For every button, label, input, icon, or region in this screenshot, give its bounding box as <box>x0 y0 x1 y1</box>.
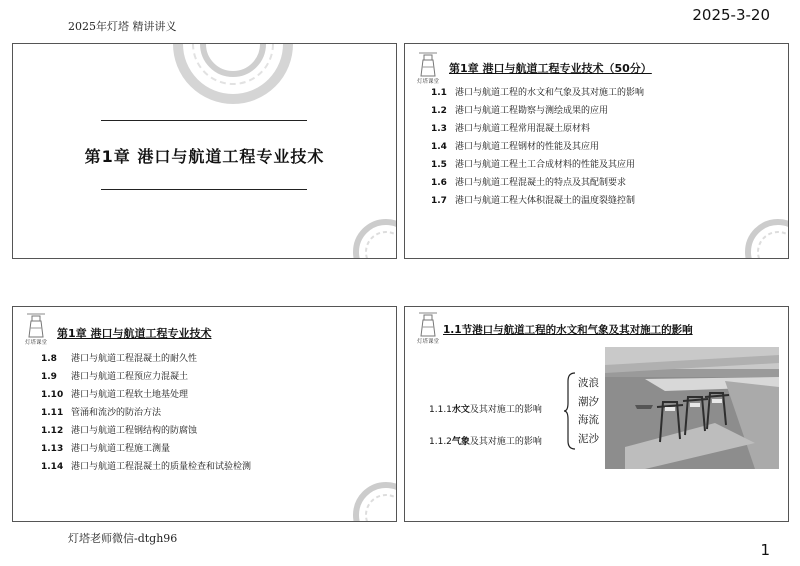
toc-text: 港口与航道工程预应力混凝土 <box>71 372 189 382</box>
lighthouse-logo <box>411 310 445 346</box>
slide-title: 第1章 港口与航道工程专业技术（50分） <box>449 62 652 75</box>
toc-number: 1.14 <box>41 462 64 472</box>
toc-item <box>431 120 644 138</box>
toc-item <box>431 156 644 174</box>
subsection-keyword: 气象 <box>451 437 470 447</box>
toc-item <box>431 138 644 156</box>
toc-number: 1.7 <box>431 196 447 206</box>
toc-list <box>431 84 644 210</box>
toc-number: 1.6 <box>431 178 447 188</box>
toc-text: 港口与航道工程软土地基处理 <box>71 390 189 400</box>
toc-text: 港口与航道工程施工测量 <box>71 444 171 454</box>
hydrology-tags <box>578 374 599 448</box>
subsection-keyword: 水文 <box>451 405 470 415</box>
slide-title: 第1章 港口与航道工程专业技术 <box>57 327 212 340</box>
footer-contact: 灯塔老师微信-dtgh96 <box>68 532 178 545</box>
tag-tides: 潮汐 <box>578 395 599 408</box>
logo-text: 灯塔课堂 <box>416 79 439 85</box>
circle-decoration-corner <box>738 212 788 258</box>
circle-decoration-top <box>163 43 293 114</box>
toc-number: 1.1 <box>431 88 447 98</box>
header-date: 2025-3-20 <box>692 6 770 24</box>
toc-item <box>41 368 251 386</box>
toc-item <box>41 404 251 422</box>
toc-text: 港口与航道工程的水文和气象及其对施工的影响 <box>455 88 645 98</box>
slide-section-1-1 <box>404 306 789 522</box>
subsection-number: 1.1.2 <box>429 437 452 447</box>
page-number: 1 <box>760 541 770 559</box>
lighthouse-logo <box>411 50 445 86</box>
toc-list <box>41 350 251 476</box>
toc-text: 港口与航道工程混凝土的特点及其配制要求 <box>455 178 627 188</box>
toc-number: 1.3 <box>431 124 447 134</box>
toc-item <box>41 386 251 404</box>
circle-decoration-corner <box>346 212 396 258</box>
header-text: 2025年灯塔 精讲讲义 <box>68 20 177 33</box>
slide-toc-part1 <box>404 43 789 259</box>
toc-number: 1.8 <box>41 354 57 364</box>
lighthouse-icon <box>411 50 445 78</box>
toc-text: 港口与航道工程常用混凝土原材料 <box>455 124 591 134</box>
toc-text: 港口与航道工程土工合成材料的性能及其应用 <box>455 160 636 170</box>
toc-text: 港口与航道工程大体积混凝土的温度裂缝控制 <box>455 196 636 206</box>
toc-number: 1.9 <box>41 372 57 382</box>
tag-sediment: 泥沙 <box>578 432 599 445</box>
toc-item <box>431 102 644 120</box>
toc-number: 1.13 <box>41 444 64 454</box>
toc-text: 港口与航道工程钢材的性能及其应用 <box>455 142 600 152</box>
lighthouse-logo <box>19 311 53 347</box>
lighthouse-icon <box>411 310 445 338</box>
toc-item <box>431 174 644 192</box>
slide-title: 1.1节港口与航道工程的水文和气象及其对施工的影响 <box>443 324 693 336</box>
toc-text: 港口与航道工程混凝土的耐久性 <box>71 354 198 364</box>
toc-text: 港口与航道工程混凝土的质量检查和试验检测 <box>71 462 252 472</box>
slide-toc-part2 <box>12 306 397 522</box>
tag-currents: 海流 <box>578 414 599 426</box>
slide-chapter-cover <box>12 43 397 259</box>
logo-text: 灯塔课堂 <box>24 340 47 346</box>
title-rule-top <box>101 120 307 121</box>
toc-text: 管涌和流沙的防治方法 <box>71 408 162 418</box>
toc-item <box>41 440 251 458</box>
logo-text: 灯塔课堂 <box>416 339 439 345</box>
subsection-1-1-2 <box>429 434 542 447</box>
subsection-text: 及其对施工的影响 <box>469 405 542 415</box>
toc-text: 港口与航道工程钢结构的防腐蚀 <box>71 426 198 436</box>
toc-item <box>431 192 644 210</box>
brace-icon <box>563 371 577 451</box>
tag-waves: 波浪 <box>578 377 599 389</box>
toc-number: 1.5 <box>431 160 447 170</box>
circle-decoration-corner <box>346 475 396 521</box>
toc-item <box>431 84 644 102</box>
toc-item <box>41 350 251 368</box>
toc-text: 港口与航道工程勘察与测绘成果的应用 <box>455 106 609 116</box>
toc-number: 1.11 <box>41 408 64 418</box>
toc-item <box>41 458 251 476</box>
lighthouse-icon <box>19 311 53 339</box>
port-photo <box>605 347 779 469</box>
subsection-text: 及其对施工的影响 <box>469 437 542 447</box>
toc-number: 1.10 <box>41 390 64 400</box>
subsection-1-1-1 <box>429 402 542 415</box>
title-rule-bottom <box>101 189 307 190</box>
chapter-title: 第1章 港口与航道工程专业技术 <box>84 147 325 166</box>
toc-number: 1.2 <box>431 106 447 116</box>
toc-number: 1.12 <box>41 426 64 436</box>
toc-item <box>41 422 251 440</box>
subsection-number: 1.1.1 <box>429 405 452 415</box>
toc-number: 1.4 <box>431 142 447 152</box>
